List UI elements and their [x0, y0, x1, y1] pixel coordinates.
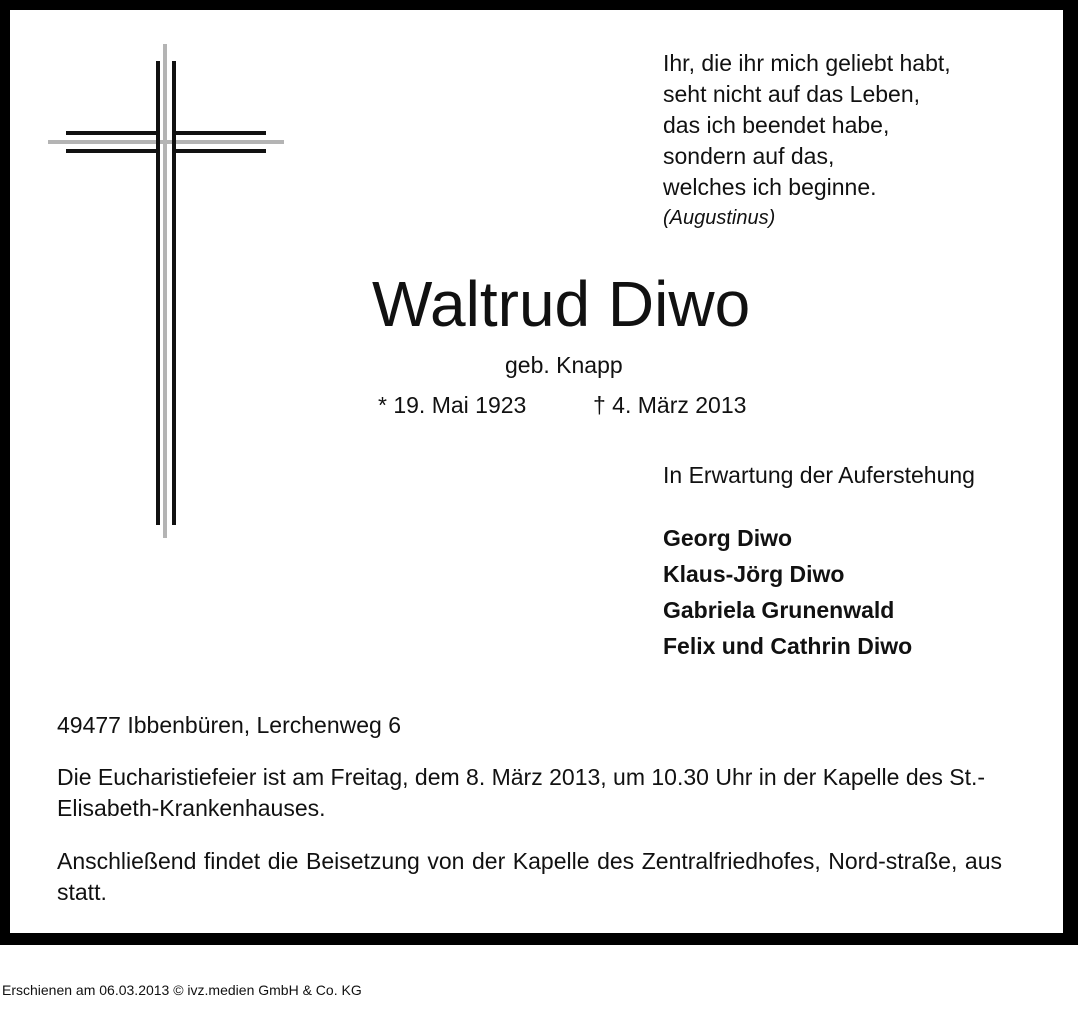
burial-text: Anschließend findet die Beisetzung von der Kapelle des Zentralfriedhofes, Nord-straße, aus statt.: [57, 848, 1002, 905]
mourner-name: Felix und Cathrin Diwo: [663, 633, 913, 659]
maiden-name: geb. Knapp: [505, 352, 623, 378]
publication-footer: Erschienen am 06.03.2013 © ivz.medien GmbH & Co. KG: [2, 982, 362, 998]
address: 49477 Ibbenbüren, Lerchenweg 6: [57, 712, 402, 738]
poem-line: das ich beendet habe,: [663, 112, 890, 138]
death-date: † 4. März 2013: [593, 392, 747, 418]
mourner-name: Klaus-Jörg Diwo: [663, 561, 845, 587]
mourner-name: Gabriela Grunenwald: [663, 597, 895, 623]
hope-line: In Erwartung der Auferstehung: [663, 462, 975, 488]
birth-date: * 19. Mai 1923: [378, 392, 527, 418]
poem-line: sondern auf das,: [663, 143, 835, 169]
poem-author: (Augustinus): [663, 207, 776, 229]
poem-line: welches ich beginne.: [663, 174, 877, 200]
mourner-name: Georg Diwo: [663, 525, 793, 551]
poem-line: seht nicht auf das Leben,: [663, 81, 921, 107]
deceased-name: Waltrud Diwo: [372, 268, 751, 340]
poem-line: Ihr, die ihr mich geliebt habt,: [663, 50, 951, 76]
poem: [663, 48, 951, 233]
mourner-list: [663, 520, 912, 664]
cross-icon: [48, 44, 284, 538]
service-text: Die Eucharistiefeier ist am Freitag, dem 8. März 2013, um 10.30 Uhr in der Kapelle des St.-Elisabeth-Krankenhauses.: [57, 764, 986, 821]
